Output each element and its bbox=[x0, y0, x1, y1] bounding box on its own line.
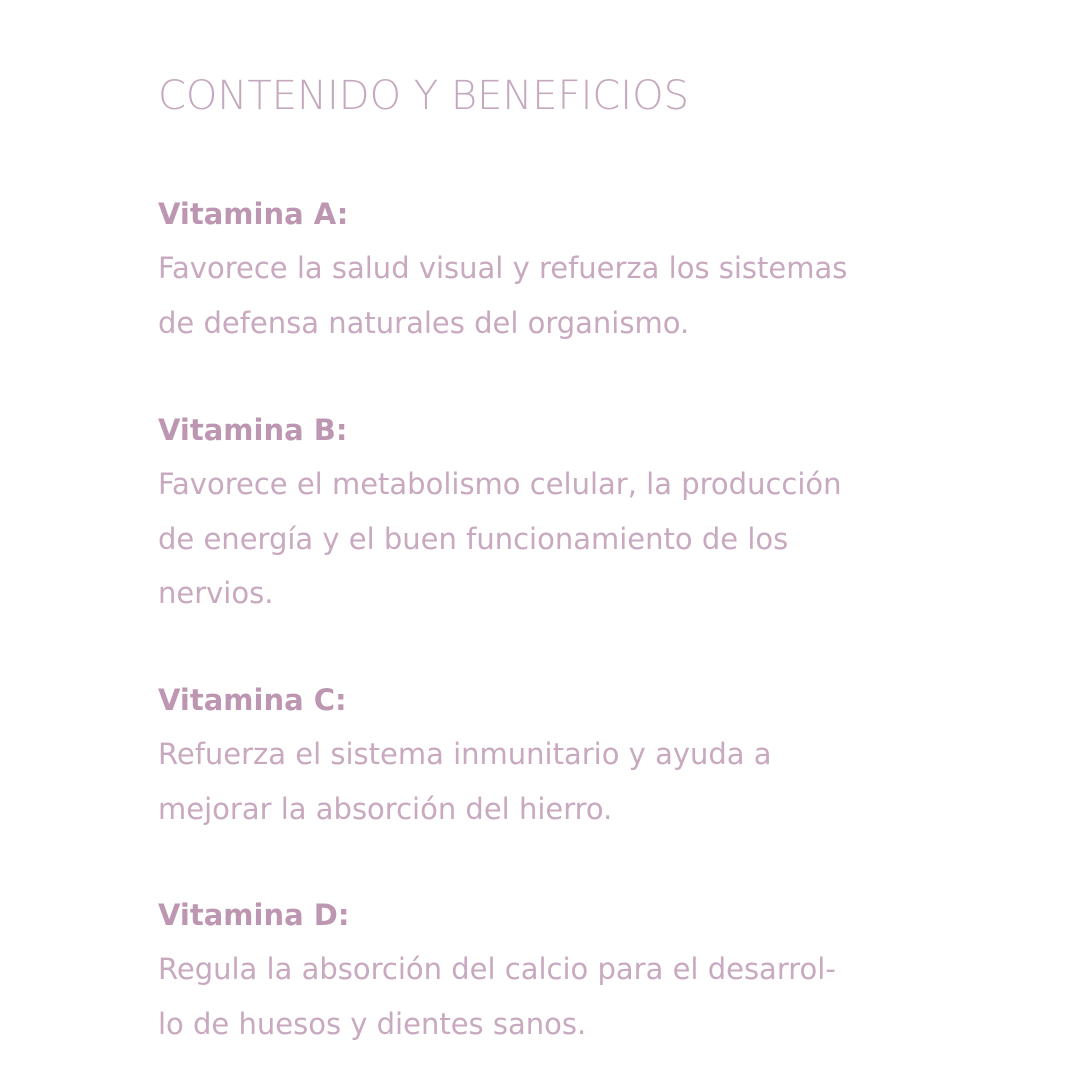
vitamin-a-block bbox=[158, 187, 948, 350]
vitamin-b-description: Favorece el metabolismo celular, la producción de energía y el buen funcionamiento de los nervios. bbox=[158, 467, 842, 610]
vitamin-b-block bbox=[158, 403, 948, 621]
section-title: CONTENIDO Y BENEFICIOS bbox=[158, 73, 689, 119]
vitamin-d-label: Vitamina D: bbox=[158, 898, 350, 932]
vitamin-c-block bbox=[158, 673, 948, 836]
vitamin-a-label: Vitamina A: bbox=[158, 197, 349, 231]
vitamin-a-description: Favorece la salud visual y refuerza los sistemas de defensa naturales del organismo. bbox=[158, 251, 848, 340]
vitamin-c-description: Refuerza el sistema inmunitario y ayuda a mejorar la absorción del hierro. bbox=[158, 737, 772, 826]
vitamin-d-description: Regula la absorción del calcio para el desarrol- lo de huesos y dientes sanos. bbox=[158, 952, 836, 1041]
vitamin-b-label: Vitamina B: bbox=[158, 413, 348, 447]
vitamin-d-block bbox=[158, 888, 948, 1051]
vitamin-c-label: Vitamina C: bbox=[158, 683, 347, 717]
